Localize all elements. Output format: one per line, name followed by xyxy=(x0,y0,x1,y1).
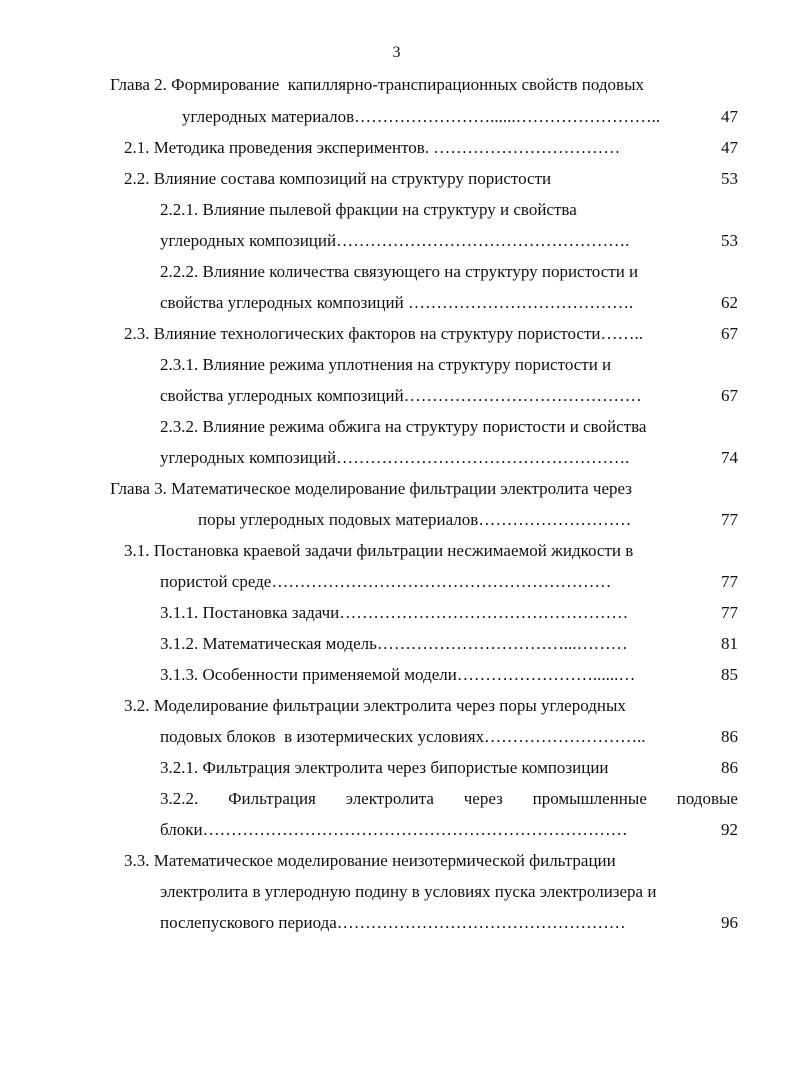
toc-section-2-1-page: 47 xyxy=(721,138,738,157)
toc-section-2-2-2-line-2: свойства углеродных композиций …………………………………. xyxy=(160,293,634,312)
toc-section-2-2-2-page: 62 xyxy=(721,293,738,312)
toc-section-3-1-1: 3.1.1. Постановка задачи…………………………………………… xyxy=(160,603,629,622)
toc-chapter-2-page: 47 xyxy=(721,107,738,126)
toc-section-3-2-2-line-2: блоки………………………………………………………………… xyxy=(160,820,628,839)
toc-section-3-1-2-page: 81 xyxy=(721,634,738,653)
toc-section-3-2-page: 86 xyxy=(721,727,738,746)
toc-section-2-3-2-line-2: углеродных композиций……………………………………………. xyxy=(160,448,630,467)
toc-word: подовые xyxy=(676,789,738,808)
toc-section-2-3-1-line-2: свойства углеродных композиций…………………………………… xyxy=(160,386,642,405)
toc-section-2-2-1-line-2: углеродных композиций……………………………………………. xyxy=(160,231,630,250)
toc-section-2-2-2-line-1: 2.2.2. Влияние количества связующего на структуру пористости и xyxy=(160,262,639,281)
toc-section-3-3-line-2: электролита в углеродную подину в условиях пуска электролизера и xyxy=(160,882,657,901)
toc-section-3-1-3-page: 85 xyxy=(721,665,738,684)
toc-section-3-2-2-page: 92 xyxy=(721,820,738,839)
toc-section-2-1: 2.1. Методика проведения экспериментов. …………………………… xyxy=(124,138,621,157)
toc-section-2-2: 2.2. Влияние состава композиций на структуру пористости xyxy=(124,169,552,188)
toc-section-3-1-line-1: 3.1. Постановка краевой задачи фильтрации несжимаемой жидкости в xyxy=(124,541,634,560)
toc-chapter-3-line-1: Глава 3. Математическое моделирование фильтрации электролита через xyxy=(110,479,632,498)
toc-section-2-2-1-line-1: 2.2.1. Влияние пылевой фракции на структуру и свойства xyxy=(160,200,577,219)
toc-word: через xyxy=(463,789,503,808)
toc-section-2-2-page: 53 xyxy=(721,169,738,188)
toc-word: электролита xyxy=(345,789,434,808)
toc-section-2-2-1-page: 53 xyxy=(721,231,738,250)
toc-section-3-1-1-page: 77 xyxy=(721,603,738,622)
toc-section-3-2-1: 3.2.1. Фильтрация электролита через бипористые композиции xyxy=(160,758,609,777)
toc-chapter-3-page: 77 xyxy=(721,510,738,529)
toc-section-3-3-line-1: 3.3. Математическое моделирование неизотермической фильтрации xyxy=(124,851,616,870)
toc-section-2-3-2-line-1: 2.3.2. Влияние режима обжига на структуру пористости и свойства xyxy=(160,417,647,436)
toc-chapter-3-line-2: поры углеродных подовых материалов……………………… xyxy=(198,510,632,529)
toc-word: промышленные xyxy=(532,789,647,808)
toc-section-2-3-2-page: 74 xyxy=(721,448,738,467)
toc-section-2-3: 2.3. Влияние технологических факторов на структуру пористости…….. xyxy=(124,324,643,343)
toc-section-2-3-1-page: 67 xyxy=(721,386,738,405)
toc-section-2-3-page: 67 xyxy=(721,324,738,343)
toc-section-3-1-2: 3.1.2. Математическая модель……………………………...……… xyxy=(160,634,628,653)
page-number: 3 xyxy=(392,44,401,61)
toc-chapter-2-line-2: углеродных материалов……………………......…………………….. xyxy=(182,107,661,126)
toc-section-3-2-line-1: 3.2. Моделирование фильтрации электролита через поры углеродных xyxy=(124,696,626,715)
toc-section-3-3-line-3: послепускового периода…………………………………………… xyxy=(160,913,626,932)
toc-section-3-2-2-line-1 xyxy=(160,788,738,810)
toc-section-3-1-line-2: пористой среде…………………………………………………… xyxy=(160,572,612,591)
toc-word: Фильтрация xyxy=(228,789,316,808)
toc-section-3-1-page: 77 xyxy=(721,572,738,591)
toc-section-3-2-1-page: 86 xyxy=(721,758,738,777)
toc-section-3-3-page: 96 xyxy=(721,913,738,932)
toc-section-3-1-3: 3.1.3. Особенности применяемой модели……………………......… xyxy=(160,665,636,684)
toc-section-3-2-line-2: подовых блоков в изотермических условиях……………………….. xyxy=(160,727,646,746)
toc-word: 3.2.2. xyxy=(160,789,199,808)
toc-chapter-2-line-1: Глава 2. Формирование капиллярно-транспирационных свойств подовых xyxy=(110,75,644,94)
toc-section-2-3-1-line-1: 2.3.1. Влияние режима уплотнения на структуру пористости и xyxy=(160,355,612,374)
